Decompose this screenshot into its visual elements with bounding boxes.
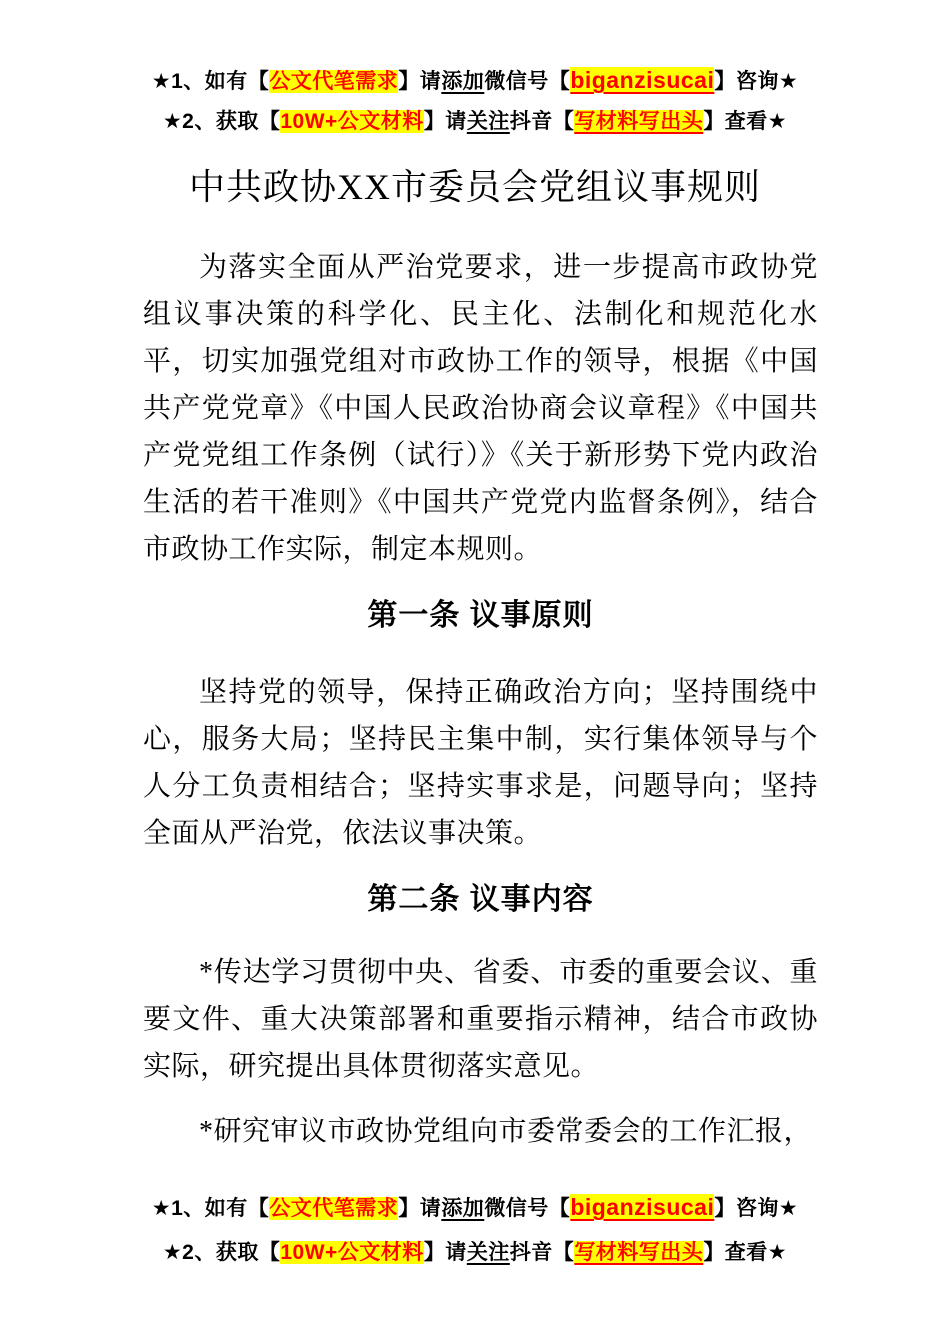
banner-text: 】请: [398, 1197, 442, 1220]
banner-underline-add: 添加: [441, 1197, 485, 1220]
banner-text: ★2、获取【: [162, 110, 281, 133]
banner-top-line-2: [0, 102, 950, 142]
banner-bottom-line-2: [0, 1231, 950, 1275]
section-heading-article-1: 第一条 议事原则: [367, 599, 594, 632]
banner-text: 】请: [423, 1241, 467, 1264]
banner-text: ★1、如有【: [151, 1197, 270, 1220]
banner-text: 】请: [398, 70, 442, 93]
banner-text: 抖音【: [509, 110, 575, 133]
paragraph-article-1: 坚持党的领导，保持正确政治方向；坚持围绕中心，服务大局；坚持民主集中制，实行集体领导与个人分工负责相结合；坚持实事求是，问题导向；坚持全面从严治党，依法议事决策。: [143, 677, 818, 849]
paragraph-preamble: 为落实全面从严治党要求，进一步提高市政协党组议事决策的科学化、民主化、法制化和规范化水平，切实加强党组对市政协工作的领导，根据《中国共产党党章》《中国人民政治协商会议章程》《中国共产党党组工作条例（试行）》《关于新形势下党内政治生活的若干准则》《中国共产党党内监督条例》，结合市政协工作实际，制定本规则。: [143, 252, 818, 565]
banner-text: 】查看★: [703, 110, 788, 133]
banner-douyin-id: 写材料写出头: [574, 1241, 704, 1264]
banner-underline-add: 添加: [441, 70, 485, 93]
banner-highlight-service: 公文代笔需求: [269, 1197, 399, 1220]
banner-text: 抖音【: [509, 1241, 575, 1264]
banner-underline-follow: 关注: [466, 110, 510, 133]
section-heading-article-2: 第二条 议事内容: [367, 883, 594, 916]
banner-text: 微信号【: [484, 1197, 571, 1220]
banner-wechat-id: biganzisucai: [570, 67, 715, 93]
banner-wechat-id: biganzisucai: [570, 1194, 715, 1220]
banner-bottom: [0, 1185, 950, 1275]
banner-text: 】查看★: [703, 1241, 788, 1264]
banner-text: 】咨询★: [714, 1197, 799, 1220]
banner-underline-follow: 关注: [466, 1241, 510, 1264]
banner-highlight-materials: 10W+公文材料: [280, 110, 424, 133]
banner-top-line-1: [0, 60, 950, 102]
paragraph-article-2-item-2: *研究审议市政协党组向市委常委会的工作汇报，: [199, 1116, 813, 1147]
banner-highlight-service: 公文代笔需求: [269, 70, 399, 93]
banner-text: ★1、如有【: [151, 70, 270, 93]
document-title: 中共政协XX市委员会党组议事规则: [189, 167, 761, 207]
banner-bottom-line-1: [0, 1185, 950, 1231]
banner-top: [0, 60, 950, 142]
banner-douyin-id: 写材料写出头: [574, 110, 704, 133]
banner-text: 微信号【: [484, 70, 571, 93]
banner-text: 】请: [423, 110, 467, 133]
banner-highlight-materials: 10W+公文材料: [280, 1241, 424, 1264]
banner-text: 】咨询★: [714, 70, 799, 93]
paragraph-article-2-item-1: *传达学习贯彻中央、省委、市委的重要会议、重要文件、重大决策部署和重要指示精神，结合市政协实际，研究提出具体贯彻落实意见。: [143, 957, 818, 1082]
document-body: [0, 244, 950, 1155]
banner-text: ★2、获取【: [162, 1241, 281, 1264]
